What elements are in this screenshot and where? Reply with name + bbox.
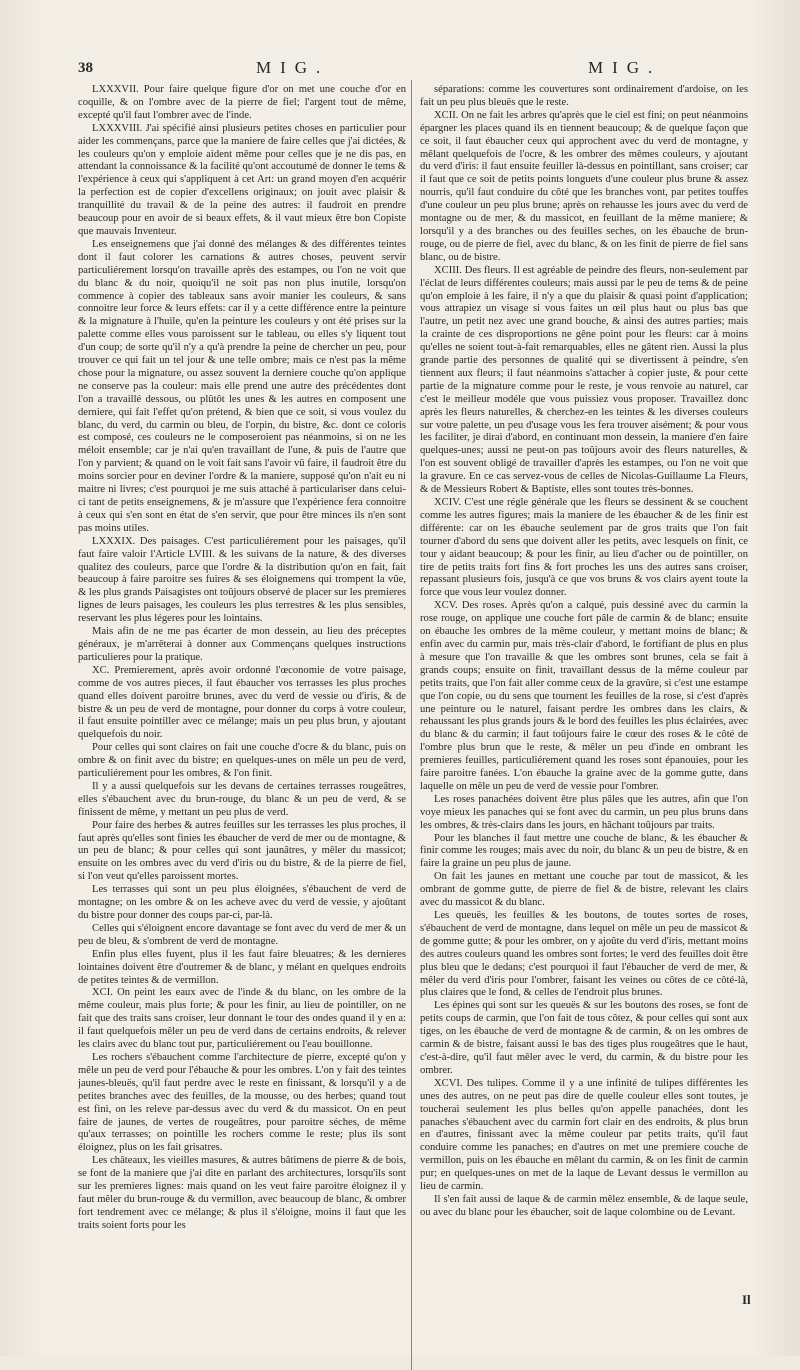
catchword: Il (742, 1292, 751, 1307)
paragraph: LXXXVIII. J'ai spécifié ainsi plusieurs petites choses en particulier pour aider les commençans, parce que la maniere de faire celles que j'ai dictées, & les couleurs qu'on y emploie aident même pour celles que je ne dis pas, en attendant la connoissance & la facilité qu'ont accoutumé de donner le tems & l'expérience à ceux qui s'appliquent à cet Art: un grand moyen d'en acquérir la perfection est de copier d'excellens originaux; on jouit avec plaisir & tranquillité du travail & de la peine des autres: il faudroit en prendre beaucoup pour en avoir de si beaux effets, & il vaut mieux être bon Copiste que mauvais Inventeur. (78, 122, 406, 237)
paragraph: séparations: comme les couvertures sont ordinairement d'ardoise, on les fait un peu plus bleuës que le reste. (420, 84, 748, 108)
paragraph: XCIII. Des fleurs. Il est agréable de peindre des fleurs, non-seulement par l'éclat de leurs différentes couleurs; mais aussi par le peu de tems & de peine qu'on emploie à les faire, il n'y a que du plaisir & quasi point d'application; vous attrapiez un visage si vous faites un œil plus haut ou plus bas que l'autre, un petit nez avec une grand bouche, & ainsi des autres parties; mais la crainte de ces disproportions ne gêne point pour les fleurs: car à moins qu'elles ne soient tout-à-fait remarquables, elles ne gâtent rien. Aussi la plus grande partie des personnes de qualité qui se divertissent à peindre, s'en tiennent aux fleurs; il faut néanmoins s'attacher à copier juste, & pour cette partie de la mignature comme pour le reste, je vous renvoie au naturel, car c'est le meilleur modéle que vous puissiez vous proposer. Travaillez donc après les fleurs naturelles, & cherchez-en les teintes & les diverses couleurs sur votre palette, un peu d'usage vous les fera trouver aisément; & pour vous les faciliter, je dirai d'abord, en continuant mon dessein, la maniere d'en faire quelques-unes; aussi ne peut-on pas toûjours avoir des fleurs naturelles, & l'on est souvent obligé de travailler d'après les estampes, ou l'on ne voit que la gravure. En ce cas servez-vous de celles de Nicolas-Guillaume La Fleurs, & de Messieurs Robert & Baptiste, elles sont toutes très-bonnes. (420, 264, 748, 496)
paragraph: LXXXIX. Des paisages. C'est particuliérement pour les paisages, qu'il faut faire valoir l'Article LVIII. & les suivans de la nature, & des diverses qualitez des couleurs, parce que l'ordre & la distribution qu'on en fait, fait beaucoup à faire paroitre ses fuires & ses éloignemens qui trompent la vûe, & les plus grands Paisagistes ont toûjours observé de placer sur les premieres lignes de leurs paisages, les couleurs les plus terrestres & les plus sensibles, reservant les plus légeres pour les lointains. (78, 535, 406, 625)
page-header (78, 58, 738, 84)
paragraph: Les terrasses qui sont un peu plus éloignées, s'ébauchent de verd de montagne; on les ombre & on les acheve avec du verd de vessie, y ajoûtant du bistre pour donner des coups par-ci, par-là. (78, 884, 406, 921)
paragraph: Pour faire des herbes & autres feuilles sur les terrasses les plus proches, il faut après qu'elles sont finies les ébaucher de verd de mer ou de montagne, & un peu de blanc; & pour celles qui sont jaunâtres, y mêler du massicot; ensuite on les ombres avec du verd d'iris ou du bistre, & de la pierre de fiel, si l'on veut qu'elles paroissent mortes. (78, 819, 406, 883)
paragraph: XCII. On ne fait les arbres qu'après que le ciel est fini; on peut néanmoins épargner les places quand ils en tiennent beaucoup; & de quelque façon que ce soit, il faut ébaucher ceux qui approchent avec du verd de montagne, y mêlant quelquefois de l'ocre, & les ombrer des mêmes couleurs, y ajoutant du verd d'iris: il faut ensuite feuiller là-dessus en pointillant, sans croiser; car il faut que ce soit de petits points longuets d'une couleur plus brune & assez nourris, qu'il faut conduire du côté que les branches vont, par petites touffes d'une couleur un peu plus brune; après on rehausse les jours avec du verd de montagne ou de mer, & du massicot, en feuillant de la même maniere; & lorsqu'il y a des branches ou des feuilles seches, on les ébauche de brun-rouge, ou de pierre de fiel, avec du blanc, & on les finit de pierre de fiel sans blanc, ou de bistre. (420, 109, 748, 263)
paragraph: Pour les blanches il faut mettre une couche de blanc, & les ébaucher & finir comme les rouges; mais avec du noir, du blanc & un peu de bistre, & en faire la graine un peu plus de jaune. (420, 832, 748, 870)
paragraph: Pour celles qui sont claires on fait une couche d'ocre & du blanc, puis on ombre & on finit avec du bistre; en quelques-unes on mêle un peu de verd, particuliérement pour les ombres, & l'on finit. (78, 742, 406, 780)
left-column (78, 84, 406, 1294)
paragraph: Enfin plus elles fuyent, plus il les faut faire bleuatres; & les dernieres lointaines doivent être d'outremer & de blanc, y mélant en quelques endroits de petites teintes & de vermillon. (78, 948, 406, 986)
paragraph: LXXXVII. Pour faire quelque figure d'or on met une couche d'or en coquille, & on l'ombre avec de la pierre de fiel; l'argent tout de même, excepté qu'il faut l'ombrer avec de l'inde. (78, 84, 406, 121)
paragraph: On fait les jaunes en mettant une couche par tout de massicot, & les ombrant de gomme gutte, de pierre de fiel & de bistre, relevant les clairs avec du massicot & du blanc. (420, 871, 748, 909)
paragraph: XC. Premierement, après avoir ordonné l'œconomie de votre paisage, comme de vos autres pieces, il faut ébaucher vos terrasses les plus proches quand elles doivent paroitre brunes, avec du verd de vessie ou d'iris, & de bistre & un peu de verd de montagne, pour donner du corps à votre couleur, il faut ensuite pointiller avec ce mélange; mais un peu plus brun, y ajoutant quelquefois du noir. (78, 664, 406, 741)
paragraph: XCV. Des roses. Après qu'on a calqué, puis dessiné avec du carmin la rose rouge, on applique une couche fort pâle de carmin & de blanc; ensuite on ébauche les ombres de la même couleur, y mettant moins de blanc; & enfin avec du carmin pur, mais très-clair d'abord, le fortifiant de plus en plus à mesure que l'on travaille & que les ombres sont brunes, cela se fait à grands coups; ensuite on finit, travaillant dessus de la même couleur par petits traits, que l'on fait aller comme ceux de la gravûre, si c'est une estampe que l'on copie, ou du sens que tournent les feuilles de la rose, si c'est d'après une peinture ou le naturel, faisant perdre les ombres dans les clairs, & rehaussant les plus grands jours & le bord des feuilles les plus éclairées, avec du blanc & du carmin; il faut toûjours faire le cœur des roses & le côté de l'ombre plus brun que le reste, & mêler un peu d'inde en ombrant les premieres feuilles, particuliérement quand les roses sont épanouies, pour les faire paroitre fanées. L'on ébauche la graine avec de la gomme gutte, dans laquelle on mêle un peu de verd de vessie pour l'ombrer. (420, 600, 748, 792)
right-column (420, 84, 748, 1294)
running-head-right: MIG. (588, 58, 662, 77)
paragraph: Il y a aussi quelquefois sur les devans de certaines terrasses rougeâtres, elles s'ébauchent avec du brun-rouge, du blanc & un peu de verd, & se finissent de même, y mettant un peu plus de verd. (78, 780, 406, 818)
paragraph: Les queuës, les feuilles & les boutons, de toutes sortes de roses, s'ébauchent de verd de montagne, dans lequel on mêle un peu de massicot & de gomme gutte; & pour les ombrer, on y ajoûte du verd d'iris, mettant moins des autres couleurs quand les ombres sont fortes; le verd des feuilles doit être plus bleu que le dedans; c'est pourquoi il faut l'ébaucher de verd de mer, & mêler du verd d'iris pour l'ombrer, faisant les veines ou côtes de ce côté-là, plus claires que le fond, & celles de l'endroit plus brunes. (420, 910, 748, 999)
page-number: 38 (78, 60, 93, 76)
paragraph: Les enseignemens que j'ai donné des mélanges & des différentes teintes dont il faut colorer les carnations & autres choses, peuvent servir particuliérement lorsqu'on travaille après des estampes, ou l'on ne voit que du blanc & du noir, quoiqu'il ne soit pas non plus inutile, lorsqu'on commence à copier des tableaux sans avoir manier les couleurs, & sans connoitre leur force & leurs effets: car il y a cette différence entre la peinture & la mignature à l'huile, qu'en la peinture les couleurs y ont été prises sur la palette comme elles vous paroissent sur le tableau, ou elles s'y liquent tout d'un coup; de sorte qu'il n'y a qu'à prendre la peine de chercher un peu, pour trouver ce qui fait un tel jour & une telle ombre; mais ce n'est pas la même chose pour la mignature, ou assez souvent la derniere couche qu'on applique ne conserve pas la couleur: mais elle prend une autre des précédentes dont l'on a travaillé dessous, ou plûtôt les unes & les autres en composent une derniere, qui fait l'effet qu'on prétend, & bien que ce soit, si vous voulez du blanc, du verd, du carmin ou bleu, de l'orpin, du bistre, &c. dont ce coloris est composé, ces couleurs ne le composeroient pas néanmoins, si on ne les méloit ensemble; car je n'ai qu'en travaillant de l'une, & puis de l'autre que l'on y parvient; & quand on le voit fait sans l'avoir vû faire, il faudroit être du moins sorcier pour en deviner l'ordre & la maniere, supposé qu'on n'ait eu ni maitre ni livres; c'est pourquoi je me suis attaché à particulariser dans celui-ci tant de petits enseignemens, & je m'assure que l'expérience fera connoitre à ceux qui s'en sont en état de s'en servir, que pour être minces ils n'en sont pas moins utiles. (78, 238, 406, 534)
paragraph: Les rochers s'ébauchent comme l'architecture de pierre, excepté qu'on y mêle un peu de verd pour l'ébauche & pour les ombres. L'on y fait des teintes jaunes-bleuës, qu'il faut perdre avec le reste en finissant, & lorsqu'il y a de petites branches avec des feuilles, de la mousse, ou des herbes; quand tout est fini, on les releve par-dessus avec du verd & du massicot. On en peut faire de jaunes, de vertes de rougeâtres, pour paroitre séches, de même qu'aux terrasses; on pointille les rochers comme le reste; plus ils sont éloignez, plus on les fait grisatres. (78, 1051, 406, 1154)
paragraph: Celles qui s'éloignent encore davantage se font avec du verd de mer & un peu de bleu, & s'ombrent de verd de montagne. (78, 922, 406, 947)
paragraph: Les roses panachées doivent être plus pâles que les autres, afin que l'on voye mieux les panaches qui se font avec du carmin, un peu plus bruns dans les ombres, & très-clairs dans les jours, en hâchant toûjours par traits. (420, 793, 748, 831)
paragraph: Mais afin de ne me pas écarter de mon dessein, au lieu des préceptes généraux, je m'arrêterai à donner aux Commençans quelques instructions particulieres pour la pratique. (78, 626, 406, 663)
paragraph: Les châteaux, les vieilles masures, & autres bâtimens de pierre & de bois, se font de la maniere que j'ai dite en parlant des architectures, lorsqu'ils sont sur les premieres lignes: mais quand on les veut faire paroitre éloignez il y faut mêler du brun-rouge & du vermillon, avec beaucoup de blanc, & ombrer fort tendrement avec ce mélange; & plus il s'éloigne, moins il faut que les traits soient forts pour les (78, 1155, 406, 1231)
paragraph: XCVI. Des tulipes. Comme il y a une infinité de tulipes différentes les unes des autres, on ne peut pas dire de quelle couleur elles sont toutes, je toucherai seulement les plus belles qu'on appelle panachées, dont les panaches s'ébauchent avec du carmin fort clair en des endroits, & plus brun en d'autres, finissant avec la même couleur par petits traits, qu'il faut conduire comme les panaches; en d'autres on met une premiere couche de vermillon, puis on les ébauche en mêlant du carmin, & on les finit de carmin pur; en quelques-unes on met de la laque de Levant dessus le vermillon au lieu de carmin. (420, 1077, 748, 1193)
paragraph: XCI. On peint les eaux avec de l'inde & du blanc, on les ombre de la même couleur, mais plus forte; & pour les finir, au lieu de pointiller, on ne fait que des traits sans croiser, leur donnant le tour des ondes quand il y en a: il faut quelquefois mêler un peu de verd dans de certains endroits, & relever les clairs avec du blanc tout pur, particuliérement ou l'eau bouillonne. (78, 987, 406, 1051)
paragraph: Il s'en fait aussi de laque & de carmin mêlez ensemble, & de laque seule, ou avec du blanc pour les ébaucher, soit de laque colombine ou de Levant. (420, 1193, 748, 1218)
running-head-left: MIG. (256, 58, 330, 77)
paragraph: XCIV. C'est une régle générale que les fleurs se dessinent & se couchent comme les autres figures; mais la maniere de les ébaucher & de les finir est différente: car on les ébauche seulement par de gros traits que l'on fait tourner d'abord du sens que doivent aller les petits, avec lesquels on finit, ce tour y aidant beaucoup; & pour les finir, au lieu d'acher ou de pointiller, on tire de petits traits fort fins & fort proches les uns des autres sans croiser, repassant plusieurs fois, jusqu'à ce que vos bruns & vos clairs ayent toute la force que vous leur voulez donner. (420, 497, 748, 599)
paragraph: Les épines qui sont sur les queuës & sur les boutons des roses, se font de petits coups de carmin, que l'on fait de tous côtez, & pour celles qui sont aux tiges, on les ébauche de verd de montagne & de carmin, & on les ombres de carmin & de bistre, faisant aussi le bas des tiges plus rougeâtres que le haut, c'est-à-dire, qu'il faut mêler avec le verd, du carmin, & du bistre pour les ombrer. (420, 1000, 748, 1076)
column-divider (411, 80, 412, 1370)
